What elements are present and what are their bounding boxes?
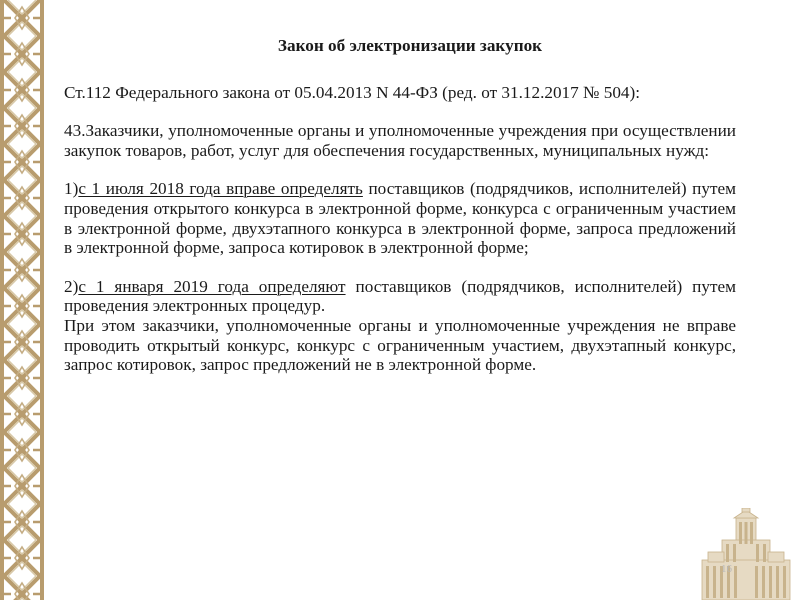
restriction-note: При этом заказчики, уполномоченные органы и уполномоченные учреждения не вправе проводить открытый конкурс, конкурс с ограниченным участием, двухэтапный конкурс, запрос котировок, запрос предложений не в электронной форме.: [64, 315, 736, 375]
law-reference: Ст.112 Федерального закона от 05.04.2013 N 44-ФЗ (ред. от 31.12.2017 № 504):: [64, 82, 641, 102]
ornamental-border-icon: [0, 0, 44, 600]
item-1-underlined-text: с 1 июля 2018 года вправе определять: [78, 179, 363, 199]
item-2-number: 2): [64, 276, 79, 296]
item-2: [64, 277, 736, 316]
item-2-text: поставщиков (подрядчиков, исполнителей) путем проведения электронных процедур.: [64, 276, 736, 316]
slide-title: Закон об электронизации закупок: [277, 36, 543, 55]
government-building-icon: [698, 508, 794, 600]
slide-content: [64, 36, 736, 394]
item-1: [64, 179, 736, 257]
item-1-text: поставщиков (подрядчиков, исполнителей) путем проведения открытого конкурса в электронной форме, конкурса с ограниченным участием в электронной форме, двухэтапного конкурса в электронной форме, запроса предложений в электронной форме, запроса котировок в электронной форме;: [64, 179, 736, 258]
item-1-number: 1): [64, 179, 79, 199]
item-2-underlined-text: с 1 января 2019 года определяют: [78, 276, 346, 296]
page-number: 16: [721, 563, 732, 575]
clause-43: 43.Заказчики, уполномоченные органы и уполномоченные учреждения при осуществлении закупок товаров, работ, услуг для обеспечения государственных, муниципальных нужд:: [64, 121, 736, 160]
